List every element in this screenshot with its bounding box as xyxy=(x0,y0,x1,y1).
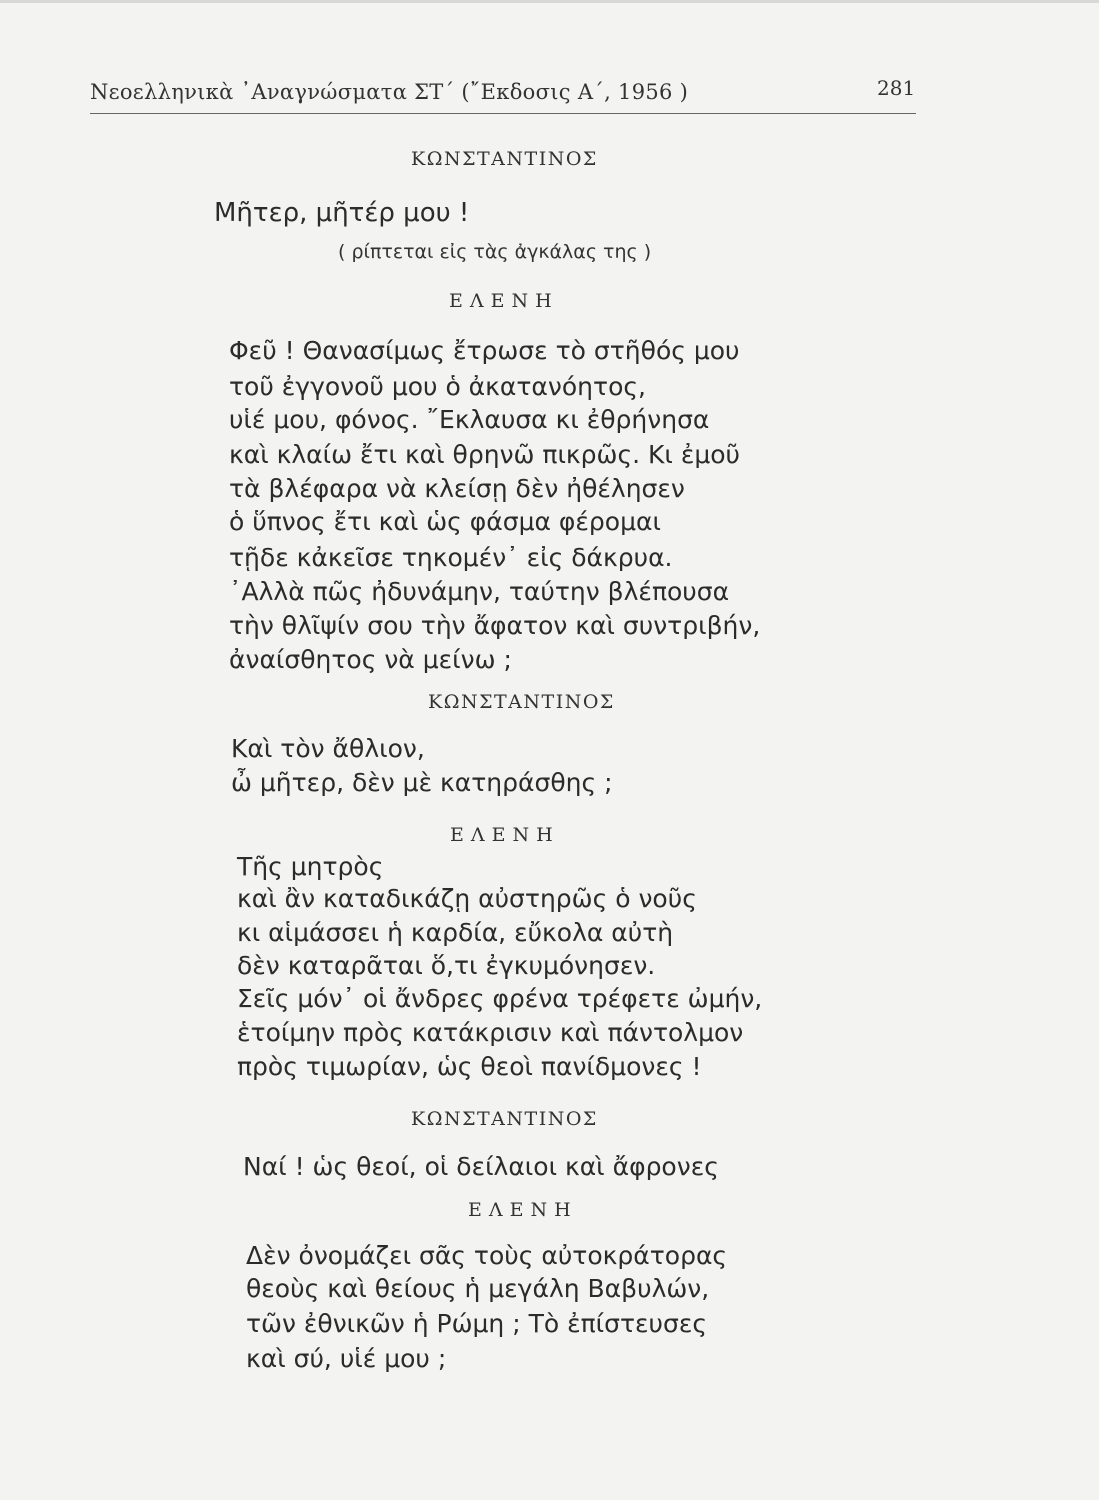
verse-line: Καὶ τὸν ἄθλιον, xyxy=(231,734,425,763)
verse-line: Φεῦ ! Θανασίμως ἔτρωσε τὸ στῆθός μου xyxy=(229,336,740,365)
header-rule xyxy=(90,113,916,114)
verse-line: Τῆς μητρὸς xyxy=(237,852,384,881)
stage-direction: ( ρίπτεται εἰς τὰς ἀγκάλας της ) xyxy=(338,241,652,263)
verse-line: καὶ κλαίω ἔτι καὶ θρηνῶ πικρῶς. Κι ἐμοῦ xyxy=(229,440,741,469)
verse-line: καὶ ἂν καταδικάζῃ αὐστηρῶς ὁ νοῦς xyxy=(237,884,697,913)
speaker-konstantinos: ΚΩΝΣΤΑΝΤΙΝΟΣ xyxy=(411,148,598,170)
verse-line: τὰ βλέφαρα νὰ κλείσῃ δὲν ἠθέλησεν xyxy=(229,474,685,503)
verse-line: καὶ σύ, υἱέ μου ; xyxy=(246,1344,447,1373)
speaker-eleni: ΕΛΕΝΗ xyxy=(468,1199,578,1221)
verse-line: τῶν ἐθνικῶν ἡ Ρώμη ; Τὸ ἐπίστευσες xyxy=(246,1309,708,1338)
verse-line: Μῆτερ, μῆτέρ μου ! xyxy=(214,198,470,228)
verse-line: τοῦ ἐγγονοῦ μου ὁ ἀκατανόητος, xyxy=(229,372,646,401)
speaker-eleni: ΕΛΕΝΗ xyxy=(449,290,559,312)
verse-line: ᾿Αλλὰ πῶς ἠδυνάμην, ταύτην βλέπουσα xyxy=(229,577,730,606)
verse-line: πρὸς τιμωρίαν, ὡς θεοὶ πανίδμονες ! xyxy=(237,1052,702,1081)
verse-line: ἑτοίμην πρὸς κατάκρισιν καὶ πάντολμον xyxy=(237,1018,744,1047)
verse-line: κι αἱμάσσει ἡ καρδία, εὔκολα αὐτὴ xyxy=(237,918,674,947)
verse-line: Δὲν ὀνομάζει σᾶς τοὺς αὐτοκράτορας xyxy=(246,1241,728,1270)
page-number: 281 xyxy=(877,76,916,100)
verse-line: δὲν καταρᾶται ὅ,τι ἐγκυμόνησεν. xyxy=(237,951,656,980)
speaker-konstantinos: ΚΩΝΣΤΑΝΤΙΝΟΣ xyxy=(411,1108,598,1130)
verse-line: ὦ μῆτερ, δὲν μὲ κατηράσθης ; xyxy=(231,768,613,797)
running-header: Νεοελληνικὰ ᾿Αναγνώσματα ΣΤ΄ (῎Εκδοσις Α΄, 1956 ) xyxy=(90,80,689,104)
verse-line: ὁ ὕπνος ἔτι καὶ ὡς φάσμα φέρομαι xyxy=(229,507,661,536)
verse-line: υἱέ μου, φόνος. ῎Εκλαυσα κι ἐθρήνησα xyxy=(229,405,710,434)
scan-edge xyxy=(0,0,1099,3)
verse-line: τῇδε κἀκεῖσε τηκομέν᾿ εἰς δάκρυα. xyxy=(229,543,673,572)
verse-line: Σεῖς μόν᾿ οἱ ἄνδρες φρένα τρέφετε ὠμήν, xyxy=(237,984,763,1013)
speaker-eleni: ΕΛΕΝΗ xyxy=(450,824,560,846)
verse-line: ἀναίσθητος νὰ μείνω ; xyxy=(229,645,512,674)
verse-line: θεοὺς καὶ θείους ἡ μεγάλη Βαβυλών, xyxy=(246,1274,710,1303)
verse-line: Ναί ! ὡς θεοί, οἱ δείλαιοι καὶ ἄφρονες xyxy=(243,1152,719,1181)
verse-line: τὴν θλῖψίν σου τὴν ἄφατον καὶ συντριβήν, xyxy=(229,611,761,640)
speaker-konstantinos: ΚΩΝΣΤΑΝΤΙΝΟΣ xyxy=(428,691,615,713)
